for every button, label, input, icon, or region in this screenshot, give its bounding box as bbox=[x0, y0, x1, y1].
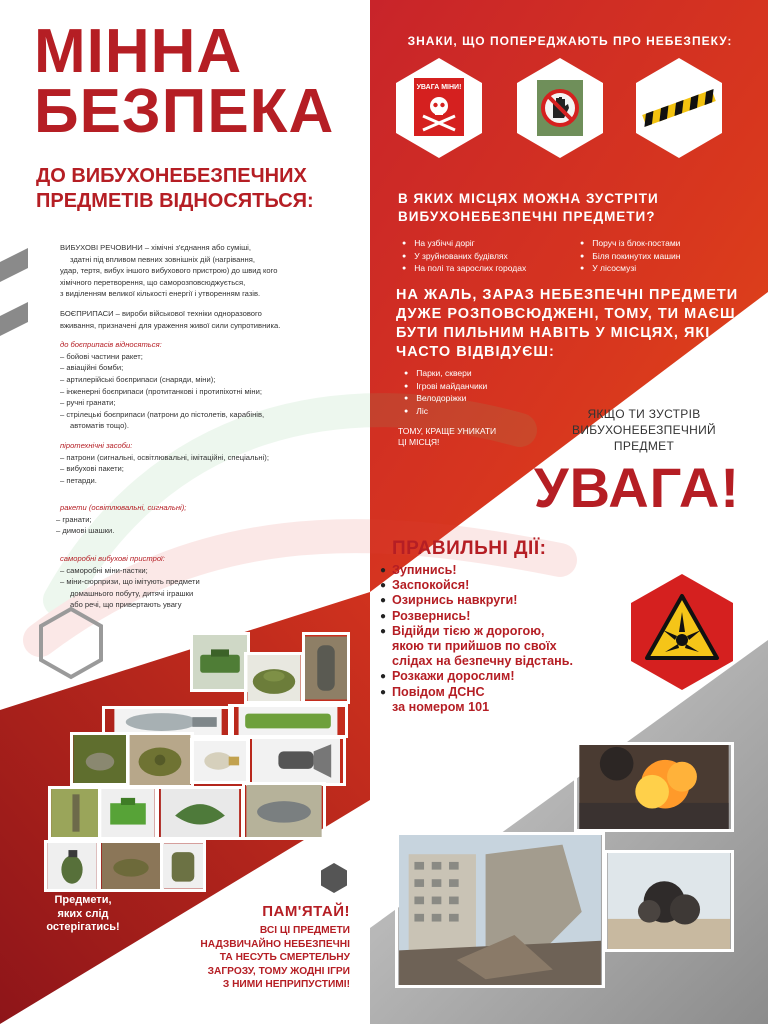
remember-line: ТА НЕСУТЬ СМЕРТЕЛЬНУ bbox=[219, 952, 350, 963]
action-item: ● Озирнись навкруги! bbox=[380, 593, 518, 608]
pyro-item: – патрони (сигнальні, освітлювальні, імітаційні, спеціальні); bbox=[60, 452, 269, 462]
photo-rocket-warhead bbox=[242, 782, 326, 840]
photo-green-box-mine bbox=[98, 786, 158, 840]
def-explosives-3: удар, тертя, вибух іншого вибухового пристрою) до швид кого bbox=[60, 266, 278, 276]
photo-mine-in-grass bbox=[70, 732, 130, 786]
remember-line: НАДЗВИЧАЙНО НЕБЕЗПЕЧНІ bbox=[200, 938, 350, 950]
actions-heading: ПРАВИЛЬНІ ДІЇ: bbox=[392, 538, 547, 559]
photo-mine-on-ground bbox=[98, 840, 164, 892]
title-line-1: МІННА bbox=[34, 17, 243, 86]
hazard-tape-sign-icon bbox=[634, 56, 724, 160]
remember-line: ВСІ ЦІ ПРЕДМЕТИ bbox=[259, 925, 350, 936]
mine-warning-sign-icon bbox=[394, 56, 484, 160]
def-explosives-5: з виділенням великої кількості енергії і утворенням газів. bbox=[60, 289, 261, 299]
photo-destroyed-building bbox=[395, 832, 605, 988]
met-line-2: ВИБУХОНЕБЕЗПЕЧНИЙ bbox=[572, 423, 716, 437]
places-list-2 bbox=[580, 238, 680, 276]
avoid-line-2: ЦІ МІСЦЯ! bbox=[398, 437, 440, 447]
places-heading: В ЯКИХ МІСЦЯХ МОЖНА ЗУСТРІТИ ВИБУХОНЕБЕЗПЕЧНІ ПРЕДМЕТИ? bbox=[398, 191, 659, 224]
munitions-item: – стрілецькі боєприпаси (патрони до пістолетів, карабінів, bbox=[60, 409, 265, 419]
objects-caption-line: остерігатись! bbox=[46, 921, 120, 933]
homemade-head: саморобні вибухові пристрої: bbox=[60, 554, 165, 564]
action-item: ● Заспокойся! bbox=[380, 578, 470, 593]
met-heading bbox=[552, 406, 736, 454]
explosive-hazard-icon bbox=[629, 572, 735, 692]
objects-caption-line: Предмети, bbox=[54, 894, 112, 906]
action-item: ● Відійди тією ж дорогою, якою ти прийшов по своїх слідах на безпечну відстань. bbox=[380, 623, 573, 669]
frequent-places-list bbox=[404, 368, 487, 419]
mine-sign-text: УВАГА МІНИ! bbox=[416, 84, 462, 91]
remember-heading: ПАМ'ЯТАЙ! bbox=[262, 903, 350, 920]
place-item: ● Біля покинутих машин bbox=[580, 251, 680, 264]
photo-rocket-part bbox=[302, 632, 350, 704]
met-line-1: ЯКЩО ТИ ЗУСТРІВ bbox=[587, 407, 701, 421]
place-item: ● У зруйнованих будівлях bbox=[402, 251, 526, 264]
place-item: ● Поруч із блок-постами bbox=[580, 238, 680, 251]
munitions-item: – артилерійські боєприпаси (снаряди, міни); bbox=[60, 374, 216, 384]
photo-mortar-fins bbox=[246, 736, 346, 786]
def-explosives-2: здатні під впливом певних зовнішніх дій (нагрівання, bbox=[70, 254, 255, 264]
met-line-3: ПРЕДМЕТ bbox=[613, 439, 675, 453]
action-item: ● Зупинись! bbox=[380, 563, 457, 577]
photo-round-mine bbox=[244, 652, 304, 704]
photo-butterfly-mine bbox=[156, 786, 244, 840]
actions-list bbox=[380, 563, 620, 715]
remember-line: ЗАГРОЗУ, ТОМУ ЖОДНІ ІГРИ bbox=[207, 965, 350, 977]
title-line-2: БЕЗПЕКА bbox=[34, 77, 335, 146]
spot-item: ● Ліс bbox=[404, 406, 487, 419]
photo-pmn-mine bbox=[190, 632, 250, 692]
action-item: ● Розвернись! bbox=[380, 608, 471, 623]
rockets-head: ракети (освітлювальні, сигнальні); bbox=[60, 503, 187, 513]
homemade-item: домашнього побуту, дитячі іграшки bbox=[70, 588, 194, 598]
spot-item: ● Велодоріжки bbox=[404, 393, 487, 406]
def-munitions-1: БОЄПРИПАСИ – вироби військової техніки одноразового bbox=[60, 308, 262, 318]
photo-smoke-blast bbox=[604, 850, 734, 952]
rockets-item: – гранати; bbox=[56, 514, 92, 524]
places-list-1 bbox=[402, 238, 526, 276]
spot-item: ● Парки, сквери bbox=[404, 368, 487, 381]
munitions-item: – авіаційні бомби; bbox=[60, 363, 124, 373]
attention-title: УВАГА! bbox=[533, 456, 740, 519]
place-item: ● На узбіччі доріг bbox=[402, 238, 526, 251]
spot-item: ● Ігрові майданчики bbox=[404, 381, 487, 394]
place-item: ● На полі та зарослих городах bbox=[402, 263, 526, 276]
def-munitions-2: вживання, призначені для ураження живої сили супротивника. bbox=[60, 320, 281, 330]
photo-cylinder-mine bbox=[160, 840, 206, 892]
place-item: ● У лісосмузі bbox=[580, 263, 680, 276]
munitions-head: до боєприпасів відносяться: bbox=[60, 340, 162, 350]
def-explosives-4: хімічного перетворення, що саморозповсюджується, bbox=[60, 277, 246, 287]
photo-green-mine bbox=[228, 704, 348, 738]
hexagon-small-icon bbox=[320, 862, 348, 894]
homemade-item: або речі, що привертають увагу bbox=[70, 600, 182, 610]
signs-heading: ЗНАКИ, ЩО ПОПЕРЕДЖАЮТЬ ПРО НЕБЕЗПЕКУ: bbox=[407, 34, 733, 48]
definitions-block bbox=[56, 242, 360, 611]
no-entry-sign-icon bbox=[515, 56, 605, 160]
pyro-item: – вибухові пакети; bbox=[60, 464, 124, 474]
photo-tripwire-mine bbox=[48, 786, 104, 840]
objects-caption-line: яких слід bbox=[57, 907, 109, 920]
munitions-item: – бойові частини ракет; bbox=[60, 351, 143, 361]
page-title bbox=[34, 17, 364, 146]
photo-explosion bbox=[574, 742, 734, 832]
munitions-item: – інженерні боєприпаси (протитанкові і протипіхотні міни; bbox=[60, 386, 262, 396]
pyro-head: піротехнічні засоби: bbox=[60, 440, 133, 450]
warning-heading: НА ЖАЛЬ, ЗАРАЗ НЕБЕЗПЕЧНІ ПРЕДМЕТИ ДУЖЕ РОЗПОВСЮДЖЕНІ, ТОМУ, ТИ МАЄШ БУТИ ПИЛЬНИМ НАВІТЬ У МІСЦЯХ, ЯКІ ЧАСТО ВІДВІДУЄШ: bbox=[396, 287, 739, 360]
hexagon-outline-icon bbox=[38, 606, 104, 680]
munitions-item: – ручні гранати; bbox=[60, 398, 116, 408]
def-explosives-1: ВИБУХОВІ РЕЧОВИНИ – хімічні з'єднання або суміші, bbox=[60, 243, 251, 252]
photo-tm-mine bbox=[126, 732, 194, 788]
page-subtitle: ДО ВИБУХОНЕБЕЗПЕЧНИХ ПРЕДМЕТІВ ВІДНОСЯТЬСЯ: bbox=[36, 165, 314, 212]
remember-text bbox=[150, 924, 350, 992]
pyro-item: – петарди. bbox=[60, 475, 97, 485]
photo-grenade-shell bbox=[190, 738, 250, 784]
munitions-item: автоматів тощо). bbox=[70, 421, 129, 431]
rockets-item: – димові шашки. bbox=[56, 526, 115, 536]
action-item: ● Повідом ДСНС за номером 101 bbox=[380, 684, 490, 714]
homemade-item: – саморобні міни-пастки; bbox=[60, 565, 148, 575]
objects-caption bbox=[38, 894, 128, 935]
action-item: ● Розкажи дорослим! bbox=[380, 669, 515, 684]
homemade-item: – міни-сюрпризи, що імітують предмети bbox=[60, 577, 200, 587]
avoid-line-1: ТОМУ, КРАЩЕ УНИКАТИ bbox=[398, 426, 497, 436]
photo-hand-grenade bbox=[44, 840, 100, 892]
remember-line: З НИМИ НЕПРИПУСТИМІ! bbox=[222, 979, 350, 990]
avoid-note bbox=[398, 426, 496, 448]
